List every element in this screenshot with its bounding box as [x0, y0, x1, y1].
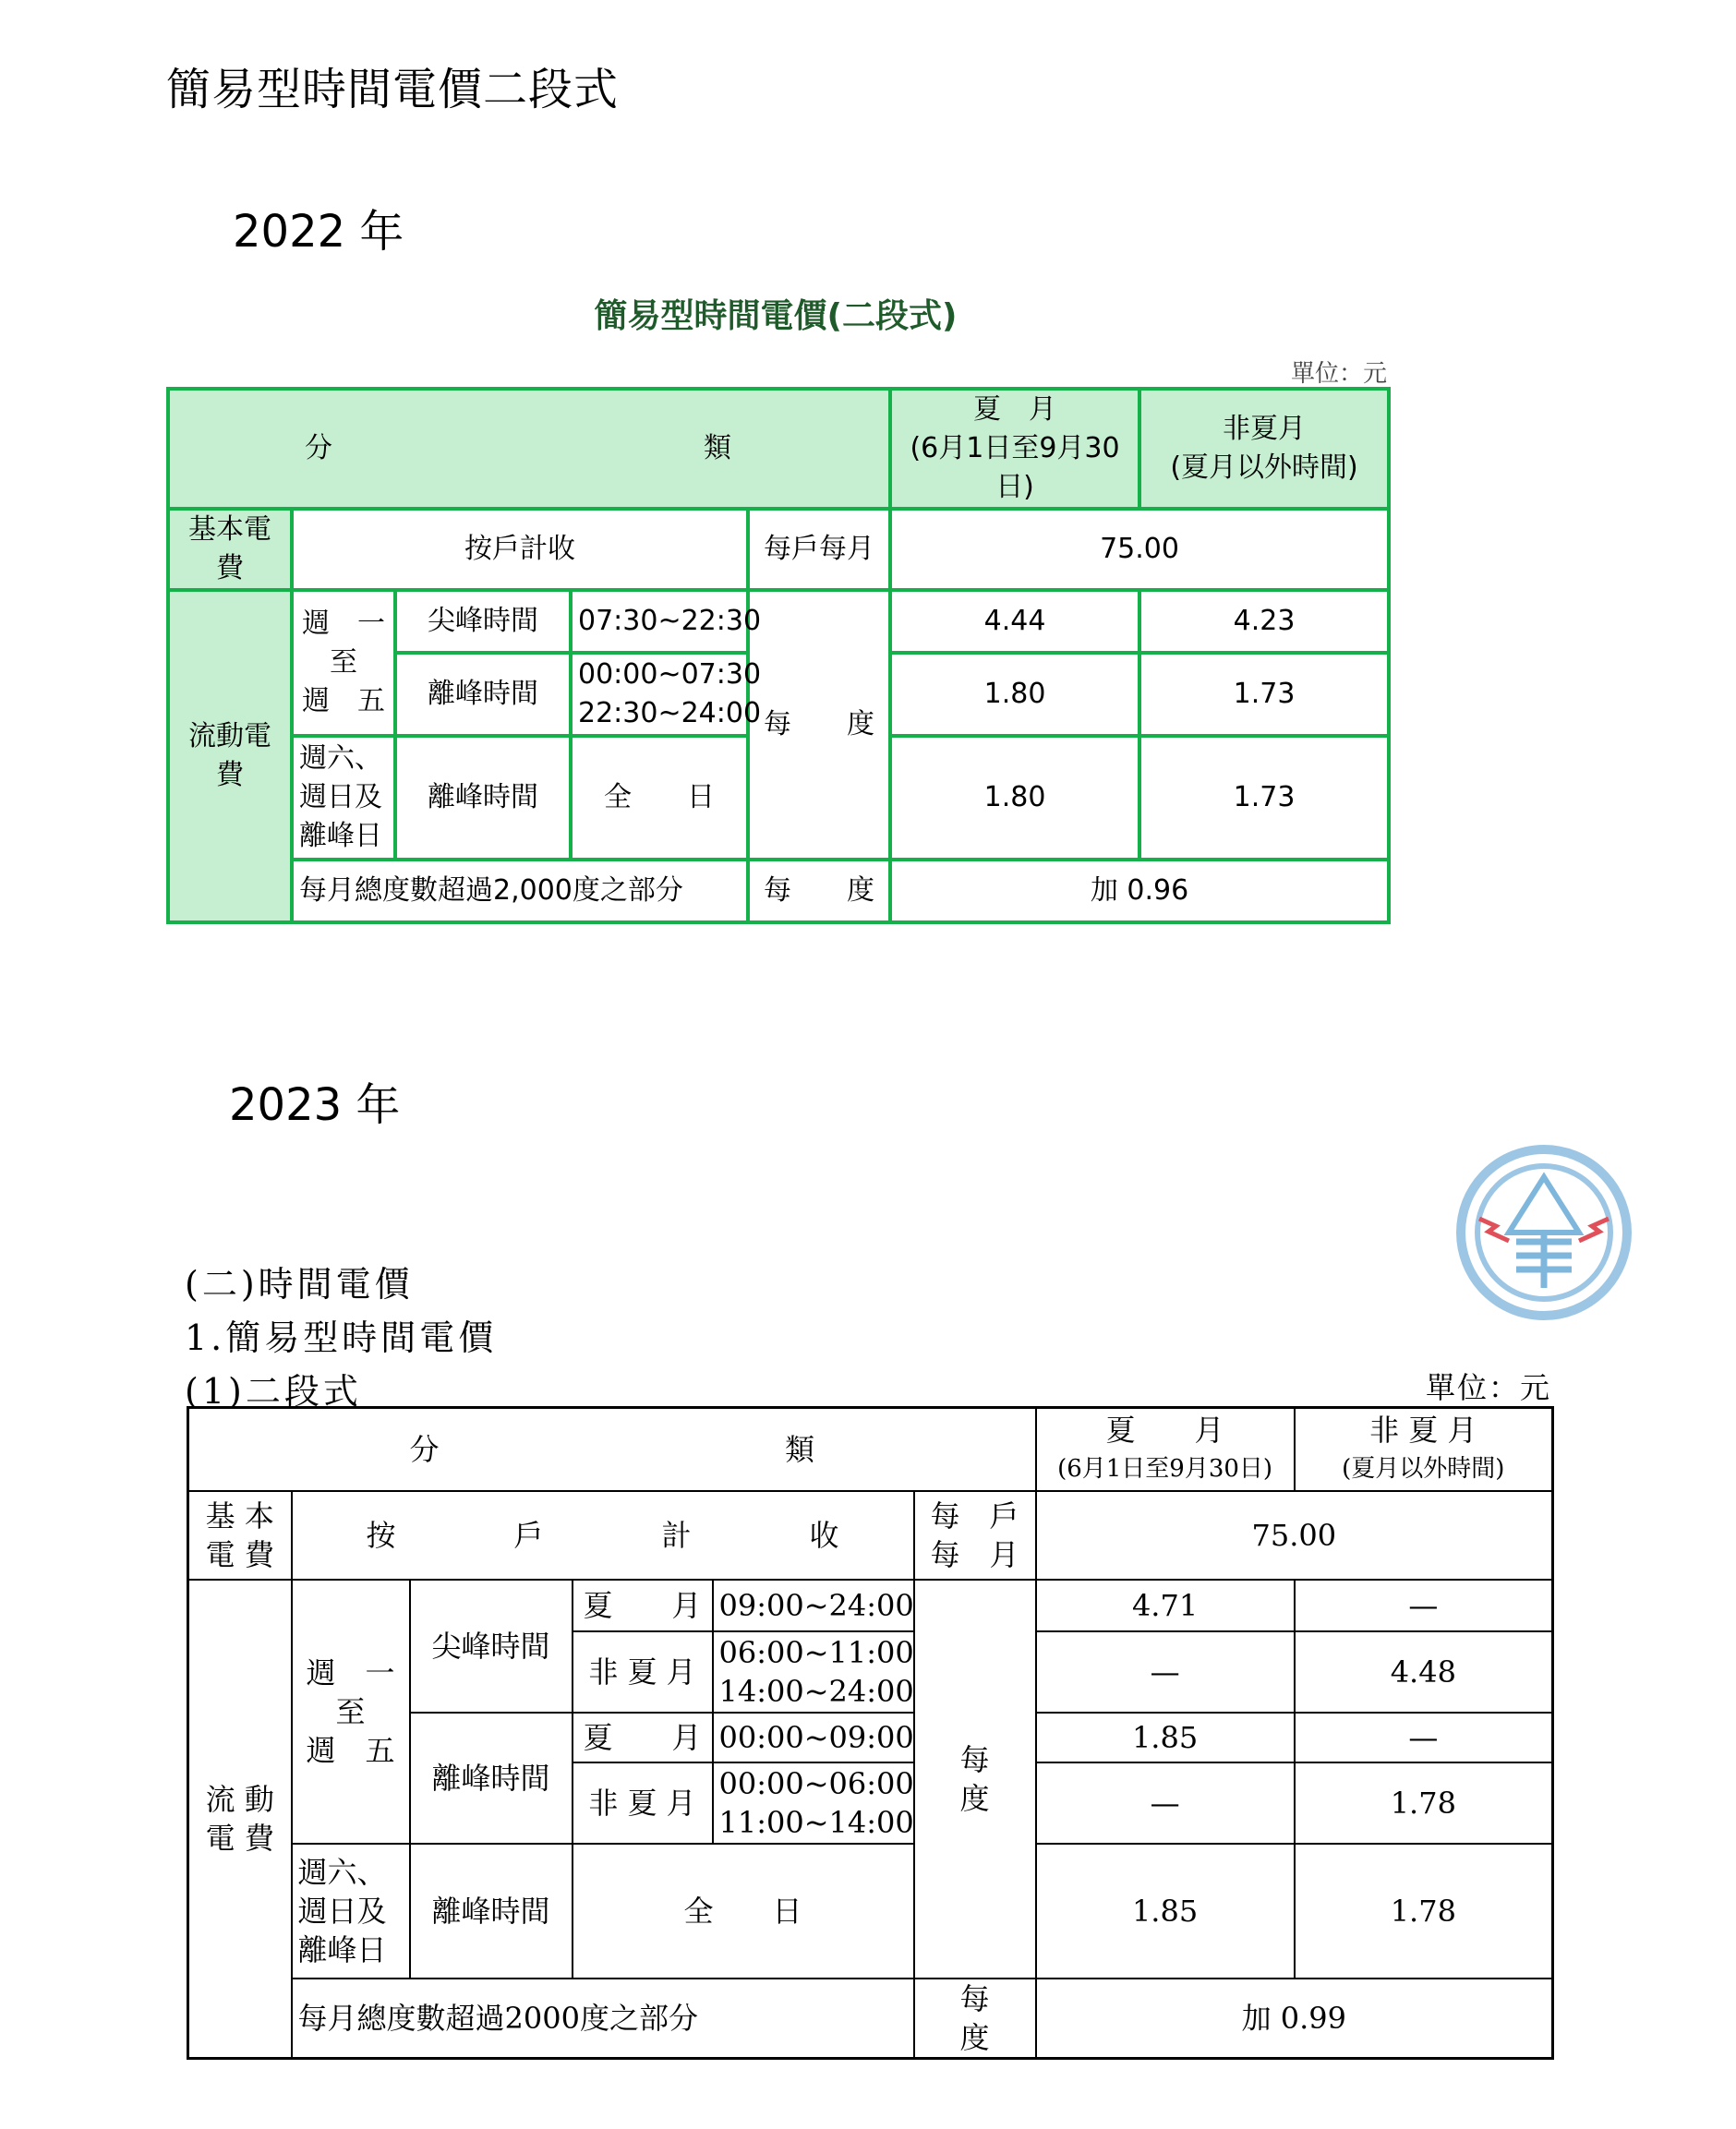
taipower-logo — [1452, 1140, 1636, 1325]
peak-nonsummer-price: 4.23 — [1139, 590, 1389, 653]
weekend-time: 全 日 — [571, 736, 748, 860]
weekend-line3: 離峰日 — [297, 1931, 387, 1967]
basic-fee-unit-1: 每 戶 — [930, 1498, 1019, 1534]
offpeak-summer-price: 1.80 — [890, 653, 1139, 736]
table-2023-unit: 單位：元 — [1425, 1370, 1551, 1405]
header-nonsummer-label: 非 夏 月 — [1369, 1412, 1477, 1448]
peak-nonsummer-time — [713, 1631, 914, 1713]
basic-fee-value: 75.00 — [890, 509, 1389, 590]
basic-fee-unit: 每戶每月 — [748, 509, 890, 590]
offpeak-nonsummer-time — [713, 1762, 914, 1844]
offpeak-summer-tag: 夏 月 — [573, 1713, 713, 1762]
weekday-label — [292, 1580, 410, 1844]
flow-fee-label — [188, 1580, 292, 2059]
weekend-offpeak-label: 離峰時間 — [395, 736, 571, 860]
header-summer-range: (6月1日至9月30日) — [1057, 1454, 1273, 1483]
peak-label: 尖峰時間 — [410, 1580, 573, 1713]
offpeak-nonsummer-time-2: 11:00~14:00 — [718, 1804, 914, 1840]
weekend-summer-price: 1.80 — [890, 736, 1139, 860]
flow-fee-label: 流動電費 — [168, 590, 292, 922]
flow-fee-label-1: 流 動 — [205, 1781, 274, 1817]
offpeak-time-2: 22:30~24:00 — [578, 697, 762, 729]
flow-fee-label-2: 電 費 — [205, 1820, 274, 1856]
peak-nonsummer-tag: 非 夏 月 — [573, 1631, 713, 1713]
basic-fee-label: 基本電費 — [168, 509, 292, 590]
basic-fee-method: 按戶計收 — [292, 509, 748, 590]
offpeak-nonsummer-nonsummer-price: 1.78 — [1295, 1762, 1553, 1844]
header-nonsummer — [1139, 389, 1389, 509]
header-category: 分 類 — [168, 389, 890, 509]
per-degree-unit: 每 度 — [748, 590, 890, 860]
weekend-line1: 週六、 — [297, 1854, 387, 1890]
header-category-right: 類 — [785, 1431, 815, 1467]
logo-bolt-right — [1579, 1219, 1609, 1241]
year-2023-label: 2023 年 — [229, 1079, 401, 1131]
weekday-line3: 週 五 — [302, 685, 385, 717]
offpeak-nonsummer-time-1: 00:00~06:00 — [718, 1765, 914, 1801]
weekend-label — [292, 736, 395, 860]
header-nonsummer-range: (夏月以外時間) — [1342, 1454, 1505, 1483]
offpeak-summer-summer-price: 1.85 — [1036, 1713, 1295, 1762]
heading-time-tariff: (二)時間電價 — [185, 1264, 414, 1305]
offpeak-label: 離峰時間 — [410, 1713, 573, 1844]
basic-fee-unit — [914, 1491, 1036, 1580]
offpeak-summer-time: 00:00~09:00 — [713, 1713, 914, 1762]
weekend-label — [292, 1844, 410, 1979]
peak-nonsummer-summer-price: — — [1036, 1631, 1295, 1713]
weekend-nonsummer-price: 1.73 — [1139, 736, 1389, 860]
excess-label: 每月總度數超過2000度之部分 — [292, 1979, 914, 2059]
offpeak-summer-nonsummer-price: — — [1295, 1713, 1553, 1762]
header-summer-range: (6月1日至9月30日) — [910, 432, 1120, 503]
peak-summer-price: 4.44 — [890, 590, 1139, 653]
weekday-line3: 週 五 — [306, 1732, 395, 1768]
header-nonsummer-range: (夏月以外時間) — [1170, 451, 1358, 484]
excess-value: 加 0.96 — [890, 860, 1389, 922]
peak-summer-tag: 夏 月 — [573, 1580, 713, 1631]
weekday-line2: 至 — [330, 646, 357, 679]
basic-fee-label-2: 電 費 — [205, 1536, 274, 1572]
offpeak-nonsummer-price: 1.73 — [1139, 653, 1389, 736]
peak-summer-time: 09:00~24:00 — [713, 1580, 914, 1631]
weekend-line1: 週六、 — [299, 742, 382, 775]
excess-label: 每月總度數超過2,000度之部分 — [292, 860, 748, 922]
per-degree-unit: 每 度 — [914, 1580, 1036, 1979]
logo-bolt-left — [1479, 1219, 1509, 1241]
weekend-time: 全 日 — [573, 1844, 914, 1979]
peak-time: 07:30~22:30 — [571, 590, 748, 653]
weekend-nonsummer-price: 1.78 — [1295, 1844, 1553, 1979]
year-2022-label: 2022 年 — [233, 206, 404, 258]
weekend-summer-price: 1.85 — [1036, 1844, 1295, 1979]
weekday-line1: 週 一 — [306, 1654, 395, 1690]
offpeak-time-1: 00:00~07:30 — [578, 658, 762, 691]
offpeak-time — [571, 653, 762, 736]
heading-simple-tariff: 1.簡易型時間電價 — [185, 1317, 498, 1358]
header-nonsummer — [1295, 1408, 1553, 1491]
peak-label: 尖峰時間 — [395, 590, 571, 653]
weekday-label — [292, 590, 395, 736]
weekend-line2: 週日及 — [299, 781, 382, 813]
header-nonsummer-label: 非夏月 — [1223, 413, 1307, 445]
excess-unit: 每 度 — [914, 1979, 1036, 2059]
tariff-table-2023 — [187, 1406, 1554, 2060]
weekday-line2: 至 — [335, 1693, 366, 1729]
peak-nonsummer-time-1: 06:00~11:00 — [718, 1634, 914, 1670]
basic-fee-unit-2: 每 月 — [930, 1536, 1019, 1572]
tariff-table-2022 — [166, 387, 1391, 924]
excess-unit: 每 度 — [748, 860, 890, 922]
header-summer-label: 夏 月 — [973, 393, 1057, 426]
peak-nonsummer-nonsummer-price: 4.48 — [1295, 1631, 1553, 1713]
weekend-line2: 週日及 — [297, 1893, 387, 1929]
weekend-offpeak-label: 離峰時間 — [410, 1844, 573, 1979]
header-summer-label: 夏 月 — [1105, 1412, 1224, 1448]
logo-character — [1516, 1233, 1572, 1288]
header-summer — [1036, 1408, 1295, 1491]
logo-triangle — [1509, 1177, 1579, 1233]
weekday-line1: 週 一 — [302, 607, 385, 640]
header-category-left: 分 — [409, 1431, 440, 1467]
heading-two-stage: (1)二段式 — [185, 1371, 362, 1412]
peak-nonsummer-time-2: 14:00~24:00 — [718, 1673, 914, 1709]
header-category — [188, 1408, 1036, 1491]
peak-summer-summer-price: 4.71 — [1036, 1580, 1295, 1631]
weekend-line3: 離峰日 — [299, 820, 382, 852]
offpeak-nonsummer-tag: 非 夏 月 — [573, 1762, 713, 1844]
basic-fee-label — [188, 1491, 292, 1580]
document-title: 簡易型時間電價二段式 — [166, 64, 620, 115]
table-2022-unit: 單位：元 — [1290, 360, 1387, 388]
offpeak-nonsummer-summer-price: — — [1036, 1762, 1295, 1844]
basic-fee-method: 按 戶 計 收 — [292, 1491, 914, 1580]
offpeak-label: 離峰時間 — [395, 653, 571, 736]
basic-fee-label-1: 基 本 — [205, 1498, 274, 1534]
peak-summer-nonsummer-price: — — [1295, 1580, 1553, 1631]
excess-value: 加 0.99 — [1036, 1979, 1553, 2059]
header-summer — [890, 389, 1139, 509]
table-2022-title: 簡易型時間電價(二段式) — [594, 297, 958, 335]
basic-fee-value: 75.00 — [1036, 1491, 1553, 1580]
